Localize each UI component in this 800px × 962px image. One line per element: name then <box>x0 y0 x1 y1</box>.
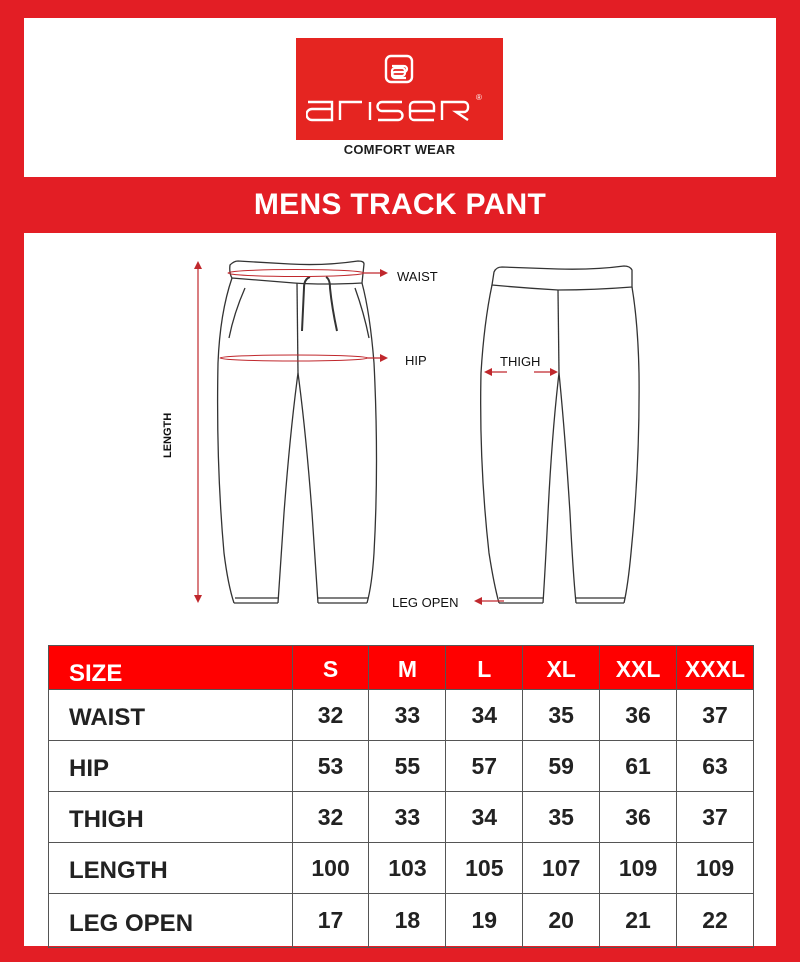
table-cell: 55 <box>369 741 446 792</box>
leg-open-label: LEG OPEN <box>392 595 459 610</box>
size-col-xxl: XXL <box>600 646 677 690</box>
brand-wordmark <box>306 90 493 124</box>
table-cell: 100 <box>292 843 369 894</box>
table-row <box>49 690 754 741</box>
table-cell: 33 <box>369 690 446 741</box>
table-cell: 22 <box>677 894 754 948</box>
table-cell: 57 <box>446 741 523 792</box>
waist-measure-line <box>228 270 364 277</box>
table-cell: 35 <box>523 792 600 843</box>
table-cell: 53 <box>292 741 369 792</box>
table-header-row <box>49 646 754 690</box>
length-label: LENGTH <box>162 412 174 458</box>
row-label-thigh: THIGH <box>49 792 293 843</box>
back-view <box>481 266 639 603</box>
table-cell: 34 <box>446 792 523 843</box>
waist-label: WAIST <box>397 269 438 284</box>
table-cell: 19 <box>446 894 523 948</box>
table-cell: 37 <box>677 690 754 741</box>
table-cell: 63 <box>677 741 754 792</box>
page-title: MENS TRACK PANT <box>253 188 547 221</box>
size-col-l: L <box>446 646 523 690</box>
table-cell: 36 <box>600 792 677 843</box>
table-cell: 109 <box>677 843 754 894</box>
size-col-s: S <box>292 646 369 690</box>
table-cell: 34 <box>446 690 523 741</box>
table-cell: 32 <box>292 792 369 843</box>
size-header: SIZE <box>49 646 293 690</box>
pant-illustration <box>24 233 776 623</box>
table-cell: 32 <box>292 690 369 741</box>
table-cell: 61 <box>600 741 677 792</box>
size-col-xl: XL <box>523 646 600 690</box>
front-view <box>218 261 377 603</box>
size-col-m: M <box>369 646 446 690</box>
table-cell: 103 <box>369 843 446 894</box>
table-cell: 59 <box>523 741 600 792</box>
size-col-xxxl: XXXL <box>677 646 754 690</box>
hip-label: HIP <box>405 353 427 368</box>
table-row <box>49 792 754 843</box>
table-row <box>49 894 754 948</box>
logo-panel <box>24 18 776 177</box>
row-label-waist: WAIST <box>49 690 293 741</box>
table-cell: 109 <box>600 843 677 894</box>
table-cell: 17 <box>292 894 369 948</box>
size-chart-table <box>48 645 754 948</box>
table-row <box>49 741 754 792</box>
hip-measure-line <box>220 355 368 361</box>
table-cell: 18 <box>369 894 446 948</box>
row-label-hip: HIP <box>49 741 293 792</box>
registered-mark: ® <box>476 93 482 102</box>
table-cell: 21 <box>600 894 677 948</box>
table-cell: 36 <box>600 690 677 741</box>
main-panel <box>24 233 776 946</box>
table-cell: 33 <box>369 792 446 843</box>
brand-tagline: COMFORT WEAR <box>343 142 456 157</box>
table-cell: 20 <box>523 894 600 948</box>
brand-logo <box>296 38 503 140</box>
table-row <box>49 843 754 894</box>
row-label-length: LENGTH <box>49 843 293 894</box>
table-cell: 107 <box>523 843 600 894</box>
table-cell: 105 <box>446 843 523 894</box>
table-cell: 35 <box>523 690 600 741</box>
table-cell: 37 <box>677 792 754 843</box>
brand-monogram-icon <box>384 54 414 84</box>
row-label-leg-open: LEG OPEN <box>49 894 293 948</box>
thigh-label: THIGH <box>500 354 541 369</box>
pant-diagram <box>24 233 776 623</box>
